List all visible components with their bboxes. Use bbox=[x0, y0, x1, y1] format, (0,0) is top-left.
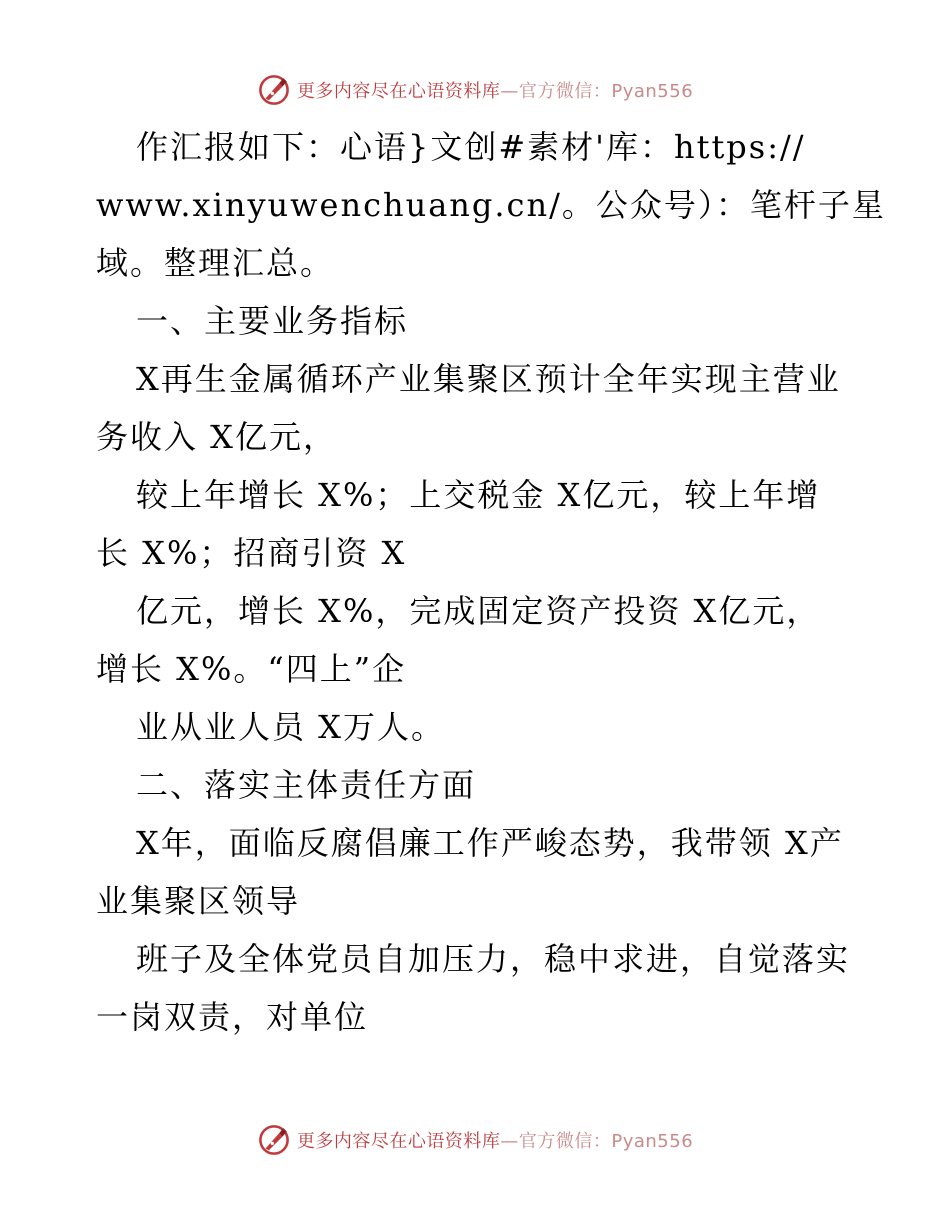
body-line: 作汇报如下：心语}文创#素材'库：https:// bbox=[136, 128, 806, 166]
section-heading: 二、落实主体责任方面 bbox=[136, 766, 477, 804]
header-watermark bbox=[0, 70, 950, 110]
body-line: www.xinyuwenchuang.cn/。公众号）：笔杆子星 bbox=[96, 186, 886, 224]
body-line: X再生金属循环产业集聚区预计全年实现主营业 bbox=[136, 360, 841, 398]
body-line: 业集聚区领导 bbox=[96, 882, 301, 920]
watermark bbox=[257, 73, 693, 107]
section-heading: 一、主要业务指标 bbox=[136, 302, 409, 340]
watermark-lead: 更多内容尽在心语资料库 bbox=[296, 81, 501, 102]
body-line: 亿元，增长 X%，完成固定资产投资 X亿元， bbox=[136, 592, 821, 630]
watermark-sep: — bbox=[500, 1131, 519, 1152]
watermark-official: 官方微信： bbox=[518, 1131, 612, 1152]
body-line: 长 X%；招商引资 X bbox=[96, 534, 407, 572]
body-line: 较上年增长 X%；上交税金 X亿元，较上年增 bbox=[136, 476, 821, 514]
pen-nib-circle-icon bbox=[257, 1123, 291, 1157]
watermark-sep: — bbox=[500, 81, 519, 102]
body-line: 务收入 X亿元， bbox=[96, 418, 337, 456]
body-line: 班子及全体党员自加压力，稳中求进，自觉落实 bbox=[136, 940, 851, 978]
body-line: 业从业人员 X万人。 bbox=[136, 708, 445, 746]
document-body bbox=[96, 118, 886, 1046]
body-line: 域。整理汇总。 bbox=[96, 244, 335, 282]
footer-watermark bbox=[0, 1120, 950, 1160]
body-line: 增长 X%。“四上”企 bbox=[96, 650, 407, 688]
pen-nib-circle-icon bbox=[257, 73, 291, 107]
watermark bbox=[257, 1123, 693, 1157]
watermark-lead: 更多内容尽在心语资料库 bbox=[296, 1131, 501, 1152]
body-line: X年，面临反腐倡廉工作严峻态势，我带领 X产 bbox=[136, 824, 844, 862]
watermark-official: 官方微信： bbox=[518, 81, 612, 102]
body-line: 一岗双责，对单位 bbox=[96, 998, 369, 1036]
watermark-text bbox=[297, 1127, 693, 1153]
watermark-text bbox=[297, 77, 693, 103]
watermark-wechat: Pyan556 bbox=[611, 1131, 694, 1152]
watermark-wechat: Pyan556 bbox=[611, 81, 694, 102]
